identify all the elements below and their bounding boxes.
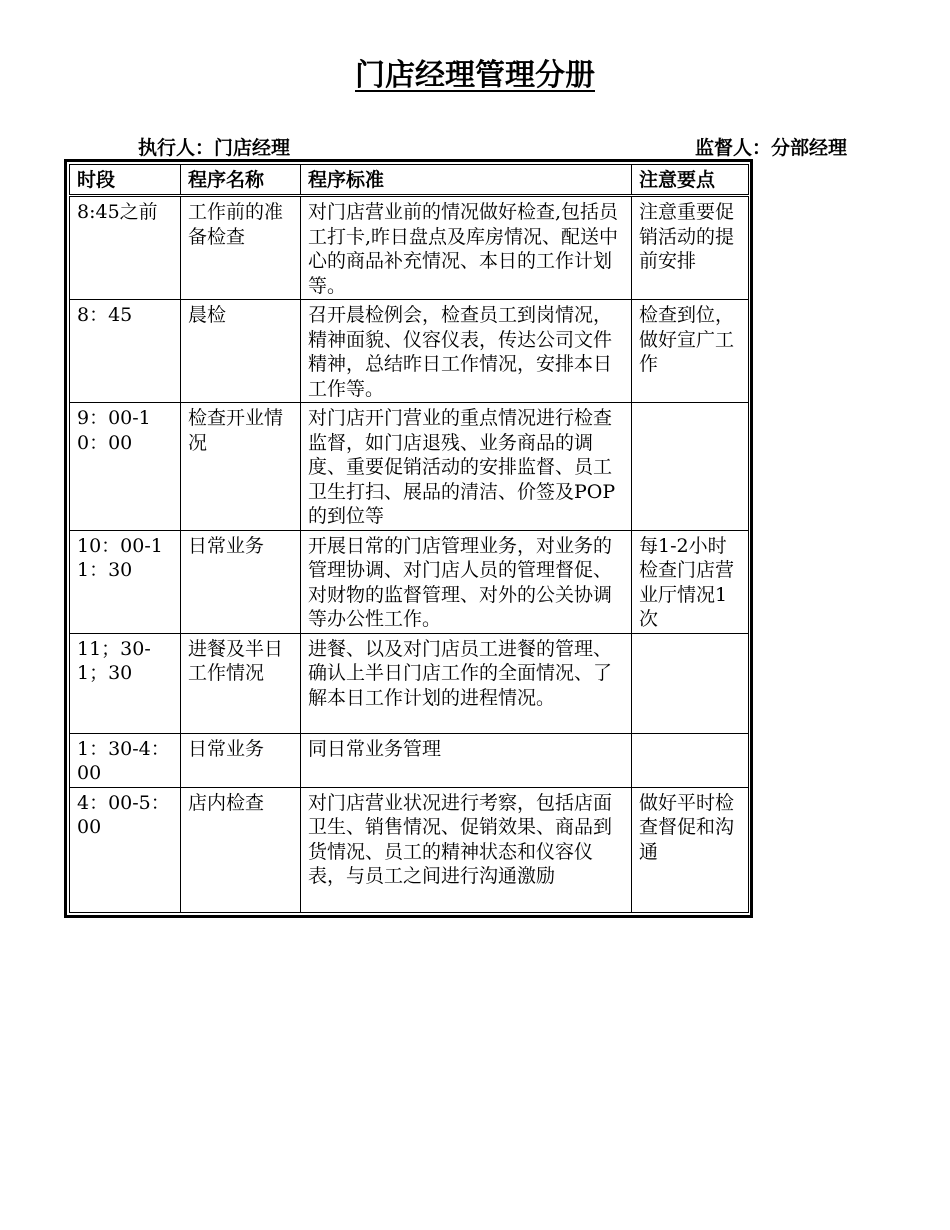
cell-procedure-standard: 进餐、以及对门店员工进餐的管理、确认上半日门店工作的全面情况、了解本日工作计划的进程情况。: [301, 633, 632, 733]
cell-notes: 做好平时检查督促和沟通: [632, 787, 749, 912]
table-row: [70, 787, 749, 912]
cell-procedure-standard: 同日常业务管理: [301, 733, 632, 787]
table-header-row: [70, 165, 749, 196]
table-row: [70, 633, 749, 733]
cell-procedure-name: 检查开业情况: [181, 403, 301, 531]
cell-procedure-name: 日常业务: [181, 530, 301, 633]
page-title: [0, 56, 950, 96]
cell-notes: [632, 633, 749, 733]
cell-procedure-standard: 召开晨检例会，检查员工到岗情况，精神面貌、仪容仪表，传达公司文件精神，总结昨日工作情况，安排本日工作等。: [301, 300, 632, 403]
supervisor-label: 监督人：分部经理: [695, 137, 848, 159]
schedule-table: [69, 164, 749, 913]
table-row: [70, 403, 749, 531]
cell-procedure-name: 晨检: [181, 300, 301, 403]
executor-label: 执行人：门店经理: [138, 137, 291, 159]
table-row: [70, 733, 749, 787]
cell-procedure-name: 日常业务: [181, 733, 301, 787]
cell-notes: [632, 403, 749, 531]
cell-procedure-name: 店内检查: [181, 787, 301, 912]
cell-procedure-standard: 对门店营业状况进行考察，包括店面卫生、销售情况、促销效果、商品到货情况、员工的精神状态和仪容仪表，与员工之间进行沟通激励: [301, 787, 632, 912]
cell-procedure-name: 工作前的准备检查: [181, 196, 301, 300]
cell-time: 11；30-1；30: [70, 633, 181, 733]
table-row: [70, 300, 749, 403]
table-row: [70, 530, 749, 633]
cell-time: 1：30-4：00: [70, 733, 181, 787]
cell-time: 10：00-11：30: [70, 530, 181, 633]
table-row: [70, 196, 749, 300]
cell-procedure-standard: 对门店开门营业的重点情况进行检查监督，如门店退残、业务商品的调度、重要促销活动的安排监督、员工卫生打扫、展品的清洁、价签及POP的到位等: [301, 403, 632, 531]
cell-notes: [632, 733, 749, 787]
header-time: 时段: [70, 165, 181, 196]
cell-time: 4：00-5：00: [70, 787, 181, 912]
cell-procedure-standard: 对门店营业前的情况做好检查,包括员工打卡,昨日盘点及库房情况、配送中心的商品补充情况、本日的工作计划等。: [301, 196, 632, 300]
header-procedure-standard: 程序标准: [301, 165, 632, 196]
cell-notes: 检查到位，做好宣广工作: [632, 300, 749, 403]
cell-notes: 注意重要促销活动的提前安排: [632, 196, 749, 300]
cell-time: 9：00-10：00: [70, 403, 181, 531]
header-procedure-name: 程序名称: [181, 165, 301, 196]
cell-time: 8:45之前: [70, 196, 181, 300]
cell-notes: 每1-2小时检查门店营业厅情况1次: [632, 530, 749, 633]
cell-procedure-standard: 开展日常的门店管理业务，对业务的管理协调、对门店人员的管理督促、对财物的监督管理、对外的公关协调等办公性工作。: [301, 530, 632, 633]
cell-time: 8：45: [70, 300, 181, 403]
cell-procedure-name: 进餐及半日工作情况: [181, 633, 301, 733]
header-notes: 注意要点: [632, 165, 749, 196]
schedule-table-frame: [64, 159, 753, 918]
page-title-text: 门店经理管理分册: [355, 58, 595, 93]
